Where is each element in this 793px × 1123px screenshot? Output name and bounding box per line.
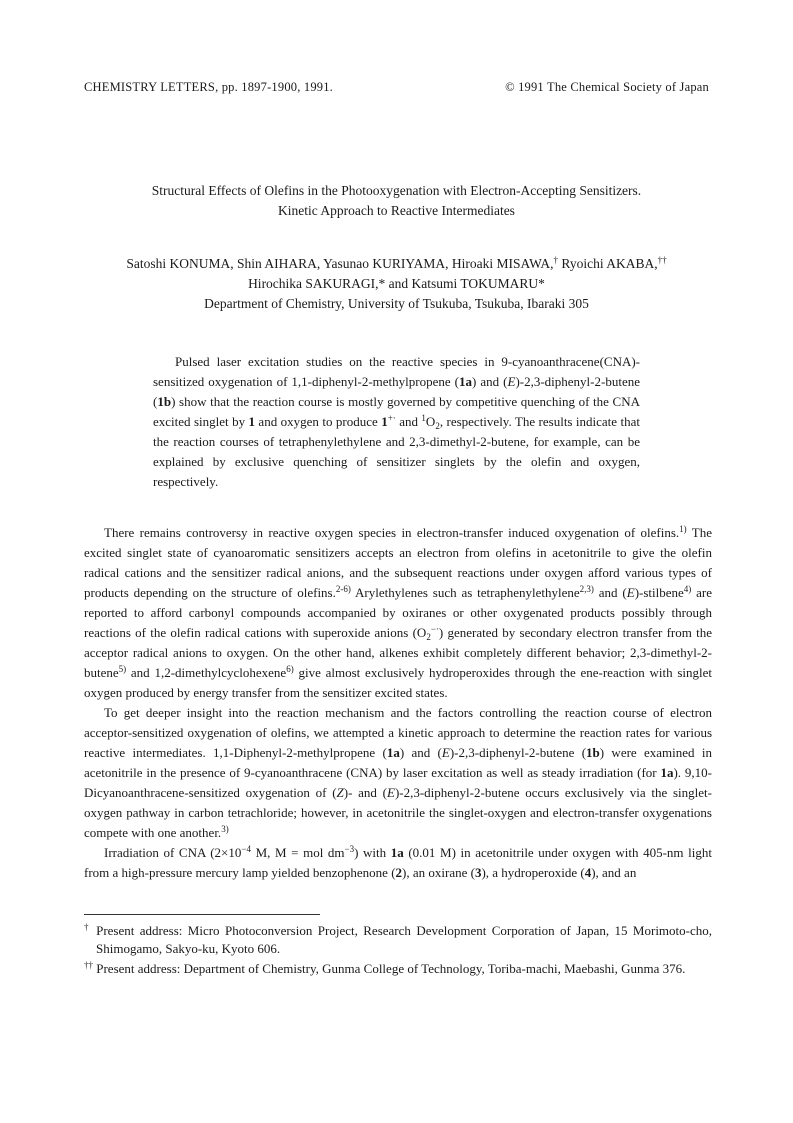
footnote-2-mark: †† [84, 960, 93, 970]
title-line-2: Kinetic Approach to Reactive Intermediates [278, 203, 515, 218]
footnote-1-mark: † [84, 922, 91, 932]
footnotes [84, 922, 712, 980]
paragraph: Irradiation of CNA ($2\times 10^{-4}$ M, M = mol $dm^{-3}$) with 1a (0.01 M) in acetonitrile under oxygen with 405-nm light from a high-pressure mercury lamp yielded benzophenone (2), an oxirane (3), a hydroperoxide (4), and an [84, 844, 712, 880]
abstract: Pulsed laser excitation studies on the reactive species in 9-cyanoanthracene(CNA)-sensitized oxygenation of 1,1-diphenyl-2-methylpropene (1a) and (E)-2,3-diphenyl-2-butene (1b) show that the reaction course is mostly governed by competitive quenching of the CNA excited singlet by 1 and oxygen to produce 1+· and $^1O_2$, respectively. The results indicate that the reaction courses of tetraphenylethylene and 2,3-dimethyl-2-butene, for example, can be explained by exclusive quenching of sensitizer singlets by the olefin and oxygen, respectively. [153, 354, 640, 489]
author-names-a: Satoshi KONUMA, Shin AIHARA, Yasunao KURIYAMA, Hiroaki MISAWA, [126, 256, 554, 271]
footnote-rule [84, 914, 320, 915]
author-line-2: Hirochika SAKURAGI,* and Katsumi TOKUMARU* [248, 276, 545, 291]
footnote-1-text: Present address: Micro Photoconversion Project, Research Development Corporation of Japan, 15 Morimoto-cho, Shimogamo, Sakyo-ku, Kyoto 606. [90, 923, 713, 956]
footnote-1 [84, 922, 712, 958]
footnote-2-text: Present address: Department of Chemistry, Gunma College of Technology, Toriba-machi, Maebashi, Gunma 376. [93, 961, 686, 976]
affiliation: Department of Chemistry, University of Tsukuba, Tsukuba, Ibaraki 305 [204, 296, 589, 311]
author-block [0, 254, 793, 314]
footnote-mark-1: † [553, 255, 559, 265]
footnote-mark-2: †† [657, 255, 667, 265]
title-line-1: Structural Effects of Olefins in the Photooxygenation with Electron-Accepting Sensitizers. [151, 183, 642, 198]
copyright-notice: © 1991 The Chemical Society of Japan [505, 80, 709, 94]
author-line-1 [0, 254, 793, 274]
author-names-b: Ryoichi AKABA, [558, 256, 658, 271]
footnote-2 [84, 960, 712, 978]
main-text [84, 523, 712, 883]
journal-citation: CHEMISTRY LETTERS, pp. 1897-1900, 1991. [84, 80, 334, 94]
paragraph: To get deeper insight into the reaction mechanism and the factors controlling the reaction course of electron acceptor-sensitized oxygenation of olefins, we attempted a kinetic approach to determine the reaction rates for various reactive intermediates. 1,1-Diphenyl-2-methylpropene (1a) and (E)-2,3-diphenyl-2-butene (1b) were examined in acetonitrile in the presence of 9-cyanoanthracene (CNA) by laser excitation as well as steady irradiation (for 1a). 9,10-Dicyanoanthracene-sensitized oxygenation of (Z)- and (E)-2,3-diphenyl-2-butene occurs exclusively via the singlet-oxygen pathway in carbon tetrachloride; however, in acetonitrile the singlet-oxygen and electron-transfer oxygenations compete with one another.$^{3)}$ [84, 705, 712, 840]
paper-title [0, 181, 793, 221]
paragraph: There remains controversy in reactive oxygen species in electron-transfer induced oxygenation of olefins.$^{1)}$ The excited singlet state of cyanoaromatic sensitizers accepts an electron from olefins in acetonitrile to give the olefin radical cations and the sensitizer radical anions, and the subsequent reactions under oxygen afford various types of products depending on the structure of olefins.$^{2-6)}$ Arylethylenes such as tetraphenylethylene$^{2,3)}$ and (E)-stilbene$^{4)}$ are reported to afford carbonyl compounds accompanied by oxiranes or other oxygenated products possibly through reactions of the olefin radical cations with superoxide anions $(O_2^{-\cdot})$ generated by secondary electron transfer from the acceptor radical anions to oxygen. On the other hand, alkenes exhibit completely different behavior; 2,3-dimethyl-2-butene$^{5)}$ and 1,2-dimethylcyclohexene$^{6)}$ give almost exclusively hydroperoxides through the ene-reaction with singlet oxygen produced by energy transfer from the sensitizer excited states. [84, 524, 713, 700]
